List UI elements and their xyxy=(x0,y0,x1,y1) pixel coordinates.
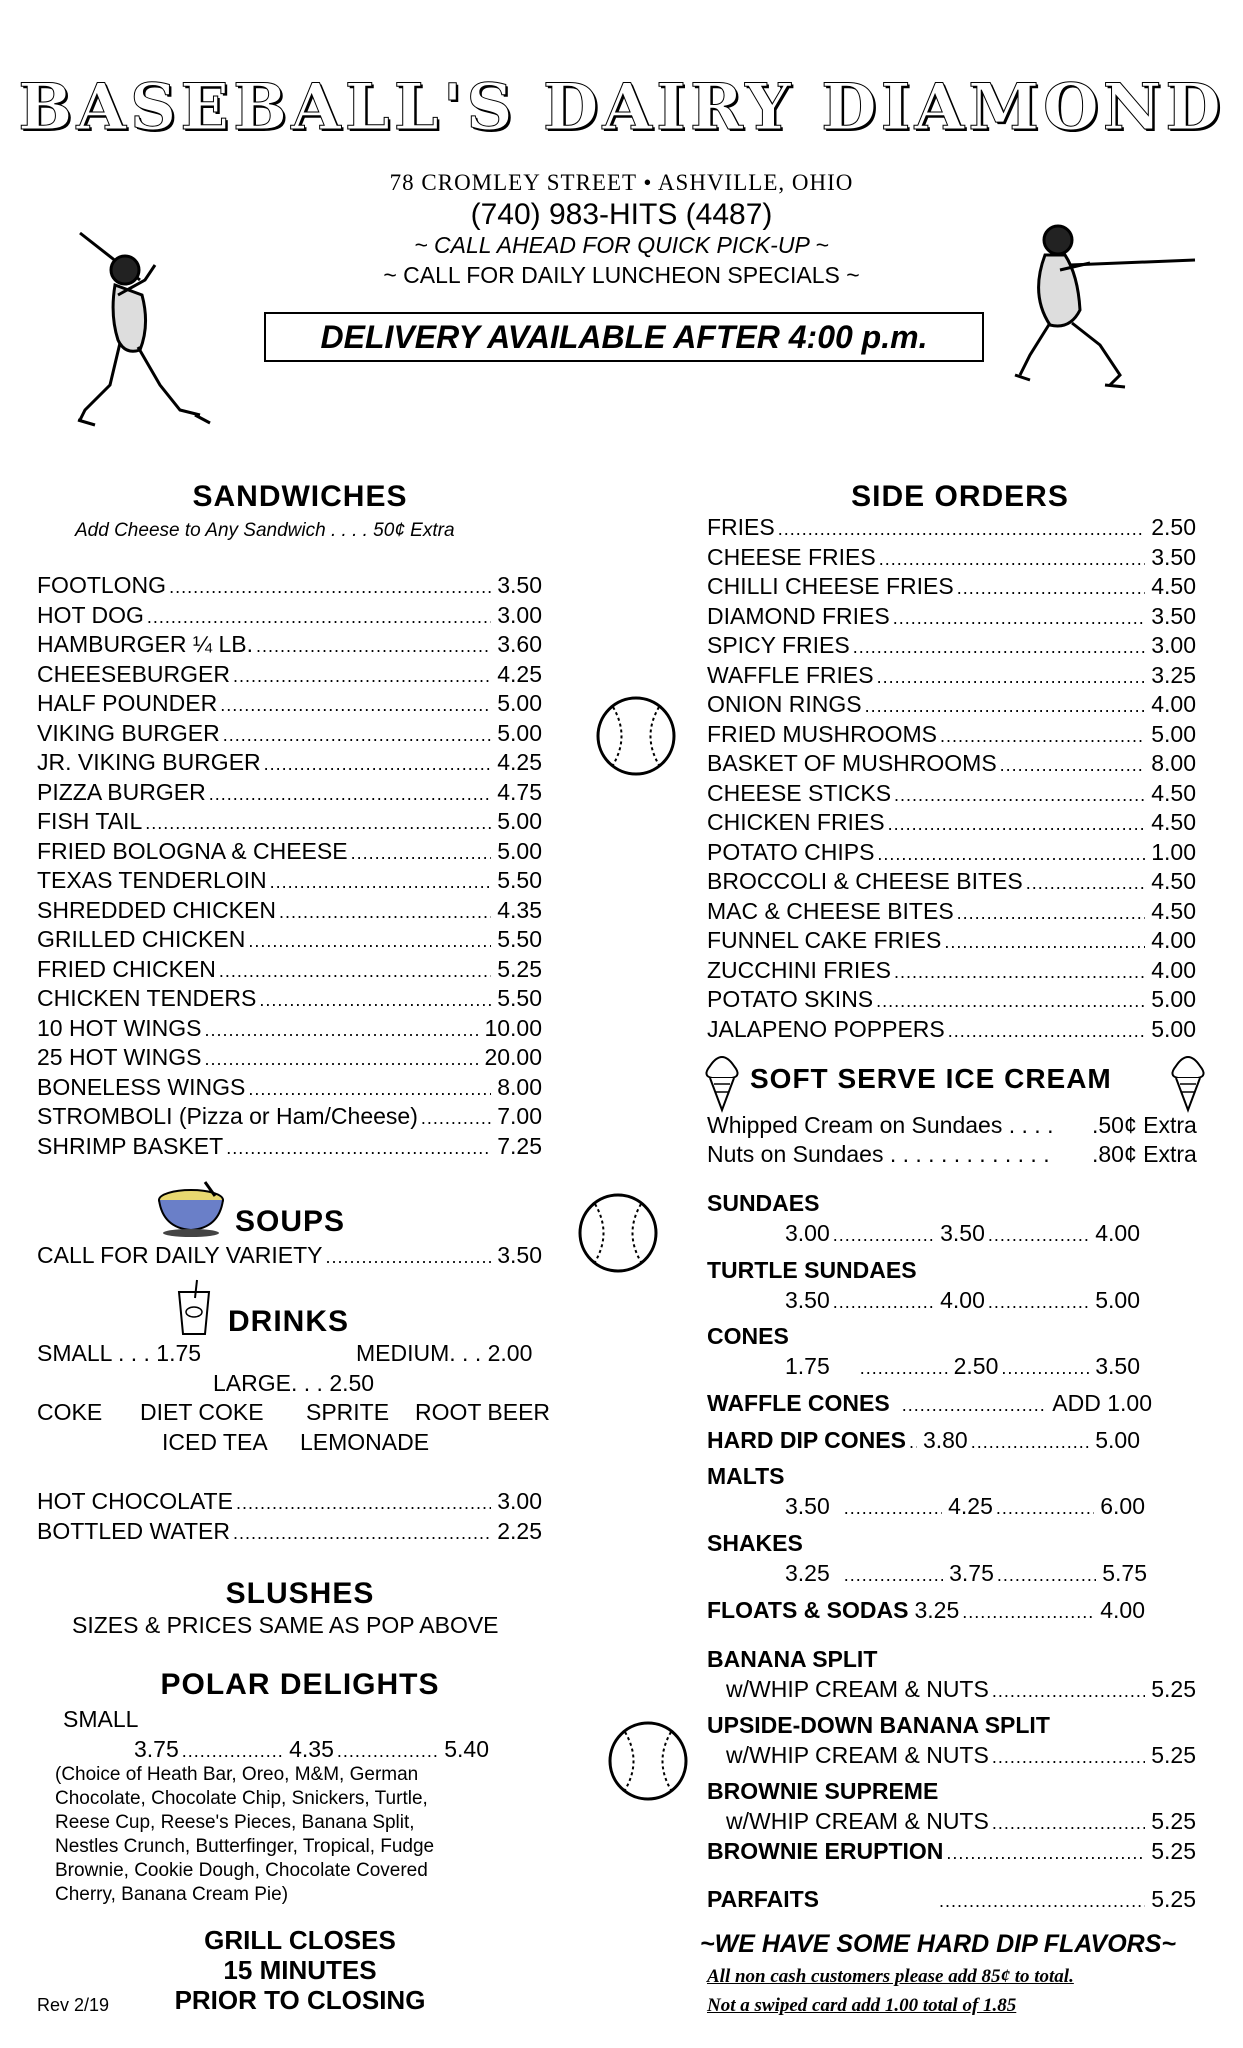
menu-item-price: 4.25 xyxy=(497,660,542,687)
special-row: w/WHIP CREAM & NUTS ..... 5.25 xyxy=(726,1742,1196,1769)
menu-item-price: 3.50 xyxy=(1151,543,1196,570)
dot-leader xyxy=(233,666,491,687)
menu-item xyxy=(707,957,1196,984)
menu-item xyxy=(707,750,1196,777)
menu-item-price: 5.25 xyxy=(497,955,542,982)
menu-item-name: BROCCOLI & CHEESE BITES xyxy=(707,868,1023,894)
menu-item-name: MAC & CHEESE BITES xyxy=(707,897,954,924)
menu-item xyxy=(37,1074,542,1101)
baseball-icon xyxy=(595,695,677,777)
dot-leader xyxy=(894,785,1145,806)
dot-leader xyxy=(264,754,492,775)
swipe-fee-note: Not a swiped card add 1.00 total of 1.85 xyxy=(707,1995,1017,2016)
special-name: UPSIDE-DOWN BANANA SPLIT xyxy=(707,1712,1050,1738)
dot-leader xyxy=(169,577,491,598)
dot-leader xyxy=(894,962,1145,983)
drink-flavor: LEMONADE xyxy=(300,1429,430,1455)
menu-item xyxy=(37,838,542,865)
menu-item-price: 4.00 xyxy=(1151,956,1196,983)
drink-large-price: LARGE. . . 2.50 xyxy=(213,1370,375,1396)
soups-heading: SOUPS xyxy=(235,1205,346,1238)
menu-item-price: 8.00 xyxy=(1151,750,1196,776)
dot-leader xyxy=(421,1108,491,1129)
menu-item-price: 7.25 xyxy=(497,1132,542,1159)
menu-item-price: 20.00 xyxy=(484,1044,542,1070)
dot-leader xyxy=(876,991,1145,1012)
menu-item-price: 3.60 xyxy=(497,631,542,657)
menu-item xyxy=(37,720,542,747)
drink-flavor: ICED TEA xyxy=(162,1429,268,1455)
side-orders-heading: SIDE ORDERS xyxy=(851,480,1069,513)
slushes-heading: SLUSHES xyxy=(225,1577,375,1610)
dot-leader xyxy=(219,961,491,982)
menu-item xyxy=(37,808,542,835)
menu-item-price: 10.00 xyxy=(484,1014,542,1041)
floats-sodas-row: FLOATS & SODAS 3.25 ..... 4.00 xyxy=(707,1597,1145,1624)
restaurant-title: BASEBALL'S DAIRY DIAMOND xyxy=(18,70,1225,145)
menu-item-name: FRIED MUSHROOMS xyxy=(707,720,937,747)
drink-flavor: ROOT BEER xyxy=(415,1399,551,1425)
menu-item xyxy=(707,691,1196,718)
menu-item-name: FOOTLONG xyxy=(37,572,167,598)
dot-leader xyxy=(256,636,491,657)
sandwiches-heading: SANDWICHES xyxy=(192,480,408,513)
menu-item xyxy=(37,749,542,776)
menu-item xyxy=(37,867,542,894)
menu-item-name: SHRIMP BASKET xyxy=(37,1132,224,1159)
dot-leader xyxy=(204,1049,478,1070)
soft-serve-heading: SOFT SERVE ICE CREAM xyxy=(750,1063,1112,1094)
menu-item xyxy=(707,898,1196,925)
dot-leader xyxy=(248,931,491,952)
menu-item-price: 5.50 xyxy=(497,867,542,893)
waffle-cones-row: WAFFLE CONES ..... ADD 1.00 xyxy=(707,1390,1152,1417)
menu-item-price: 5.00 xyxy=(1151,720,1196,747)
menu-item xyxy=(37,602,542,629)
menu-item-price: 4.25 xyxy=(497,749,542,775)
menu-item-name: GRILLED CHICKEN xyxy=(37,926,246,952)
menu-item-name: HALF POUNDER xyxy=(37,690,218,716)
dot-leader xyxy=(877,844,1145,865)
menu-item-name: WAFFLE FRIES xyxy=(707,661,874,688)
phone-number: (740) 983-HITS (4487) xyxy=(470,198,773,231)
dot-leader xyxy=(279,902,491,923)
menu-item-name: 10 HOT WINGS xyxy=(37,1014,202,1041)
dot-leader xyxy=(893,608,1146,629)
extra-price: .50¢ Extra xyxy=(1092,1112,1197,1138)
malts-prices: 3.50 ..... 4.25 ..... 6.00 xyxy=(785,1493,1145,1520)
hard-dip-flavors-note: ~WE HAVE SOME HARD DIP FLAVORS~ xyxy=(700,1930,1176,1958)
menu-item xyxy=(37,1015,542,1042)
dot-leader xyxy=(957,903,1146,924)
hard-dip-cones-row: HARD DIP CONES ..... 3.80 ..... 5.00 xyxy=(707,1427,1140,1454)
menu-item-name: BONELESS WINGS xyxy=(37,1073,246,1100)
menu-item xyxy=(37,897,542,924)
address: 78 CROMLEY STREET • ASHVILLE, OHIO xyxy=(389,170,854,195)
menu-item-name: ZUCCHINI FRIES xyxy=(707,956,891,983)
menu-item-price: 5.00 xyxy=(497,837,542,864)
extra-label: Whipped Cream on Sundaes . . . . xyxy=(707,1112,1054,1138)
menu-item-name: JALAPENO POPPERS xyxy=(707,1015,945,1042)
menu-item-price: 4.75 xyxy=(497,778,542,805)
menu-item-price: 5.50 xyxy=(497,926,542,952)
menu-item-name: POTATO SKINS xyxy=(707,986,874,1012)
special-row: w/WHIP CREAM & NUTS ..... 5.25 xyxy=(726,1808,1196,1835)
menu-item-price: 4.35 xyxy=(497,896,542,923)
menu-item-name: CHICKEN FRIES xyxy=(707,809,885,835)
menu-item xyxy=(37,1133,542,1160)
special-name: BANANA SPLIT xyxy=(707,1646,878,1672)
polar-size-label: SMALL xyxy=(63,1706,139,1732)
menu-item-name: FUNNEL CAKE FRIES xyxy=(707,927,942,953)
menu-item-price: 1.00 xyxy=(1151,838,1196,865)
baseball-icon xyxy=(577,1192,659,1274)
ice-cream-cone-icon xyxy=(702,1048,742,1113)
batter-right-icon xyxy=(1010,215,1200,395)
drink-medium-price: MEDIUM. . . 2.00 xyxy=(356,1340,533,1366)
brownie-eruption-row: BROWNIE ERUPTION ..... 5.25 xyxy=(707,1838,1196,1865)
shakes-prices: 3.25 ..... 3.75 ..... 5.75 xyxy=(785,1560,1147,1587)
menu-item-price: 5.00 xyxy=(497,808,542,834)
menu-item-price: 4.50 xyxy=(1151,779,1196,806)
dot-leader xyxy=(204,1020,478,1041)
polar-prices: 3.75 ..... 4.35 ..... 5.40 xyxy=(134,1736,489,1763)
dot-leader xyxy=(944,932,1145,953)
menu-item-name: SHREDDED CHICKEN xyxy=(37,896,276,923)
dot-leader xyxy=(145,813,491,834)
parfaits-row: PARFAITS ..... 5.25 xyxy=(707,1886,1196,1913)
dot-leader xyxy=(259,990,491,1011)
menu-item-name: 25 HOT WINGS xyxy=(37,1044,202,1070)
dot-leader xyxy=(226,1138,491,1159)
menu-item-name: CHICKEN TENDERS xyxy=(37,985,257,1011)
grill-closes-notice: GRILL CLOSES 15 MINUTES PRIOR TO CLOSING xyxy=(174,1925,426,2015)
drink-flavor: COKE xyxy=(37,1399,103,1425)
special-row: w/WHIP CREAM & NUTS ..... 5.25 xyxy=(726,1676,1196,1703)
dot-leader xyxy=(853,637,1146,658)
drink-item: HOT CHOCOLATE ..... 3.00 xyxy=(37,1488,542,1515)
menu-item-name: CHEESEBURGER xyxy=(37,660,230,687)
menu-item-price: 8.00 xyxy=(497,1073,542,1100)
cones-prices: 1.75 ..... 2.50 ..... 3.50 xyxy=(785,1353,1140,1380)
soup-bowl-icon xyxy=(155,1178,227,1238)
menu-item-price: 3.00 xyxy=(497,601,542,628)
extra-label: Nuts on Sundaes . . . . . . . . . . . . . xyxy=(707,1141,1050,1167)
menu-item-name: ONION RINGS xyxy=(707,691,862,717)
sundaes-label: SUNDAES xyxy=(707,1190,820,1216)
menu-item xyxy=(37,631,542,658)
menu-item xyxy=(37,1103,542,1130)
menu-item-price: 4.50 xyxy=(1151,809,1196,835)
menu-item-name: FRIES xyxy=(707,514,775,540)
menu-item-price: 3.50 xyxy=(497,572,542,598)
menu-item-price: 4.00 xyxy=(1151,927,1196,953)
card-fee-note: All non cash customers please add 85¢ to total. xyxy=(707,1966,1074,1987)
menu-item xyxy=(707,927,1196,954)
ice-cream-cone-icon xyxy=(1168,1048,1208,1113)
polar-choices: (Choice of Heath Bar, Oreo, M&M, German Chocolate, Chocolate Chip, Snickers, Turtle, Reese Cup, Reese's Pieces, Banana Split, Nestles Crunch, Butterfinger, Tropical, Fudge Brownie, Cookie Dough, Chocolate Covered Cherry, Banana Cream Pie) xyxy=(55,1764,435,1905)
menu-item xyxy=(707,662,1196,689)
luncheon-note: ~ CALL FOR DAILY LUNCHEON SPECIALS ~ xyxy=(383,262,860,288)
soup-item: CALL FOR DAILY VARIETY ..... 3.50 xyxy=(37,1242,542,1269)
dot-leader xyxy=(957,578,1146,599)
menu-item-price: 4.00 xyxy=(1151,691,1196,717)
dot-leader xyxy=(888,814,1146,835)
menu-item-name: FRIED CHICKEN xyxy=(37,955,216,982)
special-name: BROWNIE SUPREME xyxy=(707,1778,939,1804)
drink-small-price: SMALL . . . 1.75 xyxy=(37,1340,202,1366)
dot-leader xyxy=(778,519,1146,540)
dot-leader xyxy=(940,726,1145,747)
extra-price: .80¢ Extra xyxy=(1092,1141,1197,1167)
menu-item xyxy=(37,661,542,688)
menu-item-name: VIKING BURGER xyxy=(37,719,220,746)
drink-cup-icon xyxy=(175,1278,213,1336)
delivery-banner: DELIVERY AVAILABLE AFTER 4:00 p.m. xyxy=(264,312,984,362)
menu-item xyxy=(707,632,1196,659)
menu-item-price: 5.00 xyxy=(497,690,542,716)
menu-item-price: 5.50 xyxy=(497,985,542,1011)
dot-leader xyxy=(220,695,491,716)
call-ahead-note: ~ CALL AHEAD FOR QUICK PICK-UP ~ xyxy=(414,232,829,258)
menu-item xyxy=(707,1016,1196,1043)
revision-label: Rev 2/19 xyxy=(37,1995,110,2015)
menu-item xyxy=(37,985,542,1012)
menu-item-name: POTATO CHIPS xyxy=(707,838,875,865)
menu-item-name: DIAMOND FRIES xyxy=(707,602,890,629)
menu-item-price: 4.50 xyxy=(1151,897,1196,924)
menu-item xyxy=(707,721,1196,748)
batter-left-icon xyxy=(70,225,230,435)
dot-leader xyxy=(248,1079,491,1100)
menu-item-name: HOT DOG xyxy=(37,601,144,628)
menu-item xyxy=(707,780,1196,807)
menu-item-price: 4.50 xyxy=(1151,868,1196,894)
menu-item xyxy=(37,572,542,599)
cones-label: CONES xyxy=(707,1323,789,1349)
menu-item-name: JR. VIKING BURGER xyxy=(37,749,261,775)
menu-item-name: CHILLI CHEESE FRIES xyxy=(707,573,954,599)
menu-item xyxy=(707,573,1196,600)
menu-item-name: STROMBOLI (Pizza or Ham/Cheese) xyxy=(37,1103,418,1129)
menu-item xyxy=(37,779,542,806)
dot-leader xyxy=(1026,873,1146,894)
menu-item xyxy=(707,839,1196,866)
menu-item-price: 3.50 xyxy=(1151,602,1196,629)
menu-item-name: FRIED BOLOGNA & CHEESE xyxy=(37,837,348,864)
menu-item-price: 7.00 xyxy=(497,1103,542,1129)
polar-delights-heading: POLAR DELIGHTS xyxy=(160,1668,440,1701)
dot-leader xyxy=(223,725,491,746)
slushes-note: SIZES & PRICES SAME AS POP ABOVE xyxy=(72,1612,499,1638)
menu-item-name: PIZZA BURGER xyxy=(37,778,206,805)
menu-item xyxy=(707,809,1196,836)
menu-item-name: TEXAS TENDERLOIN xyxy=(37,867,267,893)
sundaes-prices: 3.00 ..... 3.50 ..... 4.00 xyxy=(785,1220,1140,1247)
menu-item-price: 3.00 xyxy=(1151,632,1196,658)
drink-item: BOTTLED WATER ..... 2.25 xyxy=(37,1518,542,1545)
menu-item-price: 3.25 xyxy=(1151,661,1196,688)
menu-item-name: BASKET OF MUSHROOMS xyxy=(707,750,997,776)
dot-leader xyxy=(879,549,1146,570)
dot-leader xyxy=(865,696,1146,717)
menu-item-price: 5.00 xyxy=(497,719,542,746)
menu-item xyxy=(707,514,1196,541)
dot-leader xyxy=(209,784,492,805)
menu-item xyxy=(707,868,1196,895)
menu-item-price: 5.00 xyxy=(1151,986,1196,1012)
menu-item xyxy=(37,956,542,983)
dot-leader xyxy=(270,872,492,893)
dot-leader xyxy=(351,843,492,864)
malts-label: MALTS xyxy=(707,1463,785,1489)
menu-item-price: 2.50 xyxy=(1151,514,1196,540)
menu-item-price: 5.00 xyxy=(1151,1015,1196,1042)
menu-item-name: SPICY FRIES xyxy=(707,632,850,658)
drinks-heading: DRINKS xyxy=(228,1305,350,1338)
dot-leader xyxy=(1000,755,1146,776)
dot-leader xyxy=(877,667,1146,688)
drink-flavor: DIET COKE xyxy=(140,1399,264,1425)
menu-item xyxy=(37,1044,542,1071)
menu-item-price: 4.50 xyxy=(1151,573,1196,599)
menu-item xyxy=(37,926,542,953)
menu-item-name: CHEESE STICKS xyxy=(707,779,892,806)
baseball-icon xyxy=(607,1720,689,1802)
drink-flavor: SPRITE xyxy=(306,1399,390,1425)
menu-item-name: FISH TAIL xyxy=(37,808,143,834)
menu-item-name: HAMBURGER ¼ LB. xyxy=(37,631,253,657)
cheese-note: Add Cheese to Any Sandwich . . . . 50¢ Extra xyxy=(75,520,455,541)
dot-leader xyxy=(948,1021,1145,1042)
menu-item xyxy=(707,986,1196,1013)
menu-item xyxy=(707,603,1196,630)
menu-item xyxy=(37,690,542,717)
turtle-sundaes-prices: 3.50 ..... 4.00 ..... 5.00 xyxy=(785,1287,1140,1314)
menu-item xyxy=(707,544,1196,571)
menu-item-name: CHEESE FRIES xyxy=(707,543,876,570)
shakes-label: SHAKES xyxy=(707,1530,803,1556)
dot-leader xyxy=(147,607,491,628)
turtle-sundaes-label: TURTLE SUNDAES xyxy=(707,1257,917,1283)
